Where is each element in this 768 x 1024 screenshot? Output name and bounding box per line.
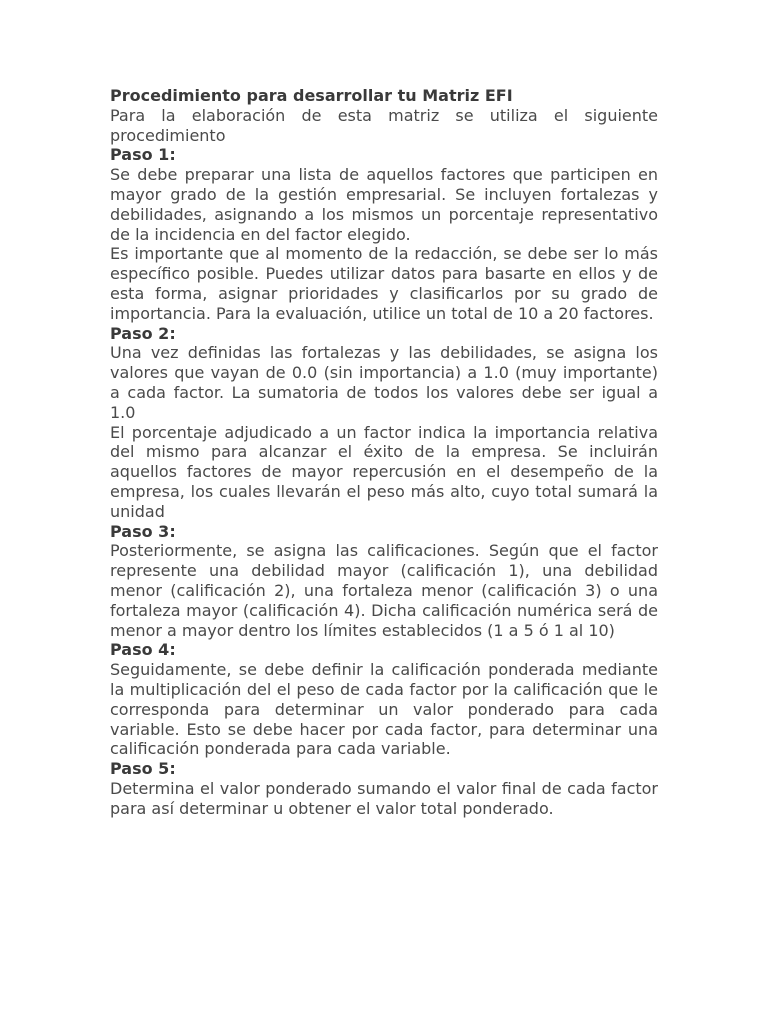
step-2-paragraph-2: El porcentaje adjudicado a un factor indica la importancia relativa del mismo para alcanzar el éxito de la empresa. Se incluirán aquellos factores de mayor repercusión en el desempeño de la empresa, los cuales llevarán el peso más alto, cuyo total sumará la unidad [110,422,658,521]
intro-paragraph: Para la elaboración de esta matriz se utiliza el siguiente procedimiento [110,105,658,145]
step-2-heading: Paso 2: [110,323,176,343]
step-3-paragraph-1: Posteriormente, se asigna las calificaciones. Según que el factor represente una debilidad mayor (calificación 1), una debilidad menor (calificación 2), una fortaleza menor (calificación 3) o una fortaleza mayor (calificación 4). Dicha calificación numérica será de menor a mayor dentro los límites establecidos (1 a 5 ó 1 al 10) [110,541,658,640]
step-4-heading: Paso 4: [110,640,176,660]
step-1-paragraph-1: Se debe preparar una lista de aquellos factores que participen en mayor grado de la gestión empresarial. Se incluyen fortalezas y debilidades, asignando a los mismos un porcentaje representativo de la incidencia en del factor elegido. [110,165,658,244]
document-body [110,86,658,818]
step-1-paragraph-2: Es importante que al momento de la redacción, se debe ser lo más específico posible. Puedes utilizar datos para basarte en ellos y de esta forma, asignar prioridades y clasificarlos por su grado de importancia. Para la evaluación, utilice un total de 10 a 20 factores. [110,244,658,323]
document-title: Procedimiento para desarrollar tu Matriz EFI [110,86,513,105]
step-4-paragraph-1: Seguidamente, se debe definir la calificación ponderada mediante la multiplicación del el peso de cada factor por la calificación que le corresponda para determinar un valor ponderado para cada variable. Esto se debe hacer por cada factor, para determinar una calificación ponderada para cada variable. [110,660,658,759]
step-5-heading: Paso 5: [110,759,176,779]
step-2-paragraph-1: Una vez definidas las fortalezas y las debilidades, se asigna los valores que vayan de 0.0 (sin importancia) a 1.0 (muy importante) a cada factor. La sumatoria de todos los valores debe ser igual a 1.0 [110,343,658,422]
step-5-paragraph-1: Determina el valor ponderado sumando el valor final de cada factor para así determinar u obtener el valor total ponderado. [110,778,658,818]
step-1-heading: Paso 1: [110,145,176,165]
step-3-heading: Paso 3: [110,521,176,541]
